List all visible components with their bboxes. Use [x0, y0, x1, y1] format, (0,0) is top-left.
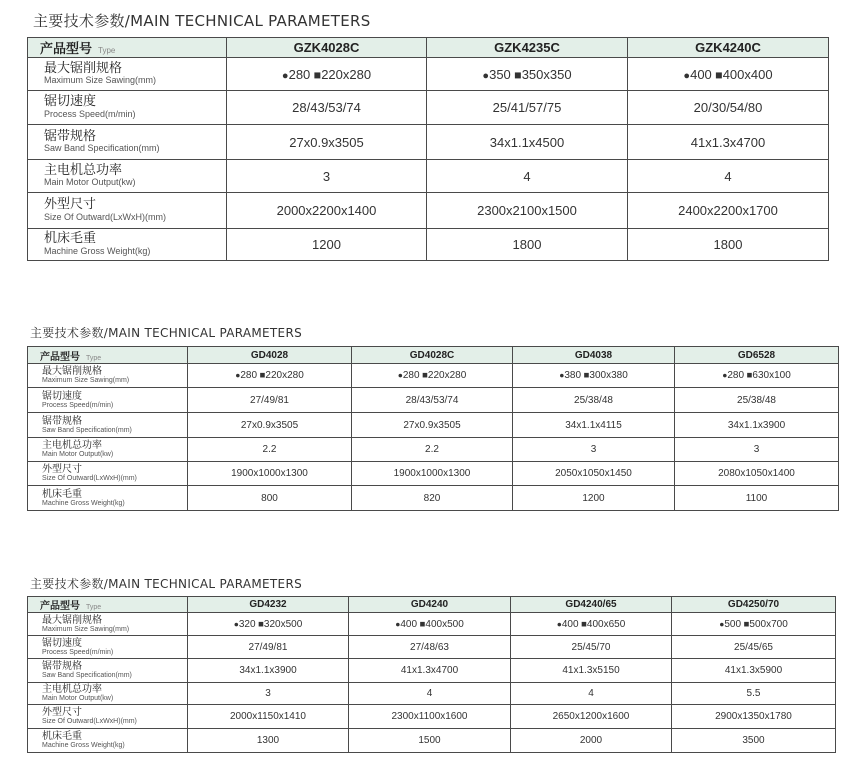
value-cell: 2000 — [511, 729, 672, 753]
round-bullet-icon: ● — [281, 69, 289, 82]
value-cell — [188, 364, 352, 388]
square-size: 400x400 — [722, 66, 773, 82]
square-size: 220x280 — [427, 370, 467, 381]
round-bullet-icon: ● — [556, 618, 562, 629]
round-bullet-icon: ● — [235, 370, 241, 380]
square-bullet-icon: ■ — [711, 67, 723, 82]
row-label-cn: 最大锯削规格 — [44, 60, 123, 76]
row-label-en: Maximum Size Sawing(mm) — [42, 377, 130, 385]
value-cell: 1800 — [427, 229, 628, 261]
row-label-en: Size Of Outward(LxWxH)(mm) — [42, 718, 137, 726]
value-cell: 34x1.1x3900 — [188, 659, 349, 683]
value-cell — [427, 58, 628, 91]
table-row — [28, 462, 839, 486]
row-label-en: Maximum Size Sawing(mm) — [42, 625, 130, 633]
value-cell: 41x1.3x4700 — [349, 659, 511, 683]
value-cell: 3 — [513, 438, 675, 462]
row-label — [28, 683, 188, 705]
value-cell: 34x1.1x3900 — [675, 413, 839, 438]
value-cell: 2650x1200x1600 — [511, 705, 672, 729]
square-bullet-icon: ■ — [578, 618, 587, 630]
value-cell: 41x1.3x4700 — [628, 125, 829, 160]
table-header-row — [28, 597, 836, 613]
value-cell: 41x1.3x5900 — [672, 659, 836, 683]
round-bullet-icon: ● — [482, 69, 490, 82]
row-label-cn: 主电机总功率 — [42, 684, 102, 696]
table-header-row — [28, 38, 829, 58]
model-header: GD4250/70 — [672, 597, 836, 613]
round-bullet-icon: ● — [395, 618, 401, 629]
row-label-en: Main Motor Output(kw) — [42, 695, 114, 703]
table-row — [28, 58, 829, 91]
table-row — [28, 364, 839, 388]
row-label — [28, 659, 188, 683]
value-cell: 5.5 — [672, 683, 836, 705]
value-cell: 1100 — [675, 486, 839, 511]
row-label — [28, 364, 188, 388]
value-cell: 4 — [628, 160, 829, 193]
square-bullet-icon: ■ — [741, 618, 750, 630]
row-label-cn: 锯切速度 — [44, 94, 97, 110]
value-cell: 25/38/48 — [675, 388, 839, 413]
value-cell — [675, 364, 839, 388]
value-cell: 27x0.9x3505 — [227, 125, 427, 160]
value-cell: 41x1.3x5150 — [511, 659, 672, 683]
model-header: GZK4240C — [628, 38, 829, 58]
type-header-cn: 产品型号 — [40, 601, 80, 612]
round-size: 350 — [489, 66, 511, 82]
value-cell: 2400x2200x1700 — [628, 193, 829, 229]
model-header: GD4240/65 — [511, 597, 672, 613]
square-size: 500x700 — [749, 618, 788, 630]
round-bullet-icon: ● — [722, 370, 728, 380]
type-header-cn: 产品型号 — [40, 41, 93, 56]
row-label — [28, 388, 188, 413]
row-label — [28, 125, 227, 160]
row-label-en: Saw Band Specification(mm) — [42, 426, 132, 434]
type-header-en: Type — [98, 46, 116, 55]
round-bullet-icon: ● — [397, 370, 403, 380]
row-label-en: Size Of Outward(LxWxH)(mm) — [42, 475, 137, 483]
table-row — [28, 160, 829, 193]
square-size: 400x500 — [425, 618, 464, 630]
row-label-en: Saw Band Specification(mm) — [42, 672, 132, 680]
table-row — [28, 91, 829, 125]
row-label — [28, 413, 188, 438]
table-row — [28, 229, 829, 261]
value-cell: 27x0.9x3505 — [352, 413, 513, 438]
value-cell — [188, 613, 349, 636]
round-size: 280 — [288, 66, 311, 82]
row-label — [28, 91, 227, 125]
round-size: 380 — [564, 370, 582, 381]
row-label-en: Maximum Size Sawing(mm) — [44, 75, 157, 86]
value-cell: 4 — [427, 160, 628, 193]
table-row — [28, 613, 836, 636]
row-label-cn: 机床毛重 — [42, 488, 82, 500]
row-label-cn: 锯切速度 — [42, 390, 82, 402]
table-row — [28, 729, 836, 753]
value-cell — [513, 364, 675, 388]
square-size: 350x350 — [521, 66, 572, 82]
value-cell — [628, 58, 829, 91]
row-label — [28, 613, 188, 636]
row-label-en: Process Speed(m/min) — [42, 648, 114, 656]
table-row — [28, 438, 839, 462]
square-size: 300x380 — [589, 370, 628, 381]
value-cell — [227, 58, 427, 91]
row-label — [28, 636, 188, 659]
round-bullet-icon: ● — [719, 618, 725, 629]
square-size: 400x650 — [586, 618, 626, 630]
value-cell: 2080x1050x1400 — [675, 462, 839, 486]
square-bullet-icon: ■ — [744, 370, 753, 381]
value-cell — [352, 364, 513, 388]
model-header: GZK4028C — [227, 38, 427, 58]
table-3-title: 主要技术参数/MAIN TECHNICAL PARAMETERS — [30, 577, 302, 591]
value-cell: 2000x2200x1400 — [227, 193, 427, 229]
value-cell: 27/49/81 — [188, 388, 352, 413]
spec-table-2 — [27, 346, 839, 511]
model-header: GD4232 — [188, 597, 349, 613]
value-cell: 1900x1000x1300 — [352, 462, 513, 486]
value-cell: 3 — [227, 160, 427, 193]
model-header: GZK4235C — [427, 38, 628, 58]
row-label — [28, 438, 188, 462]
type-header — [28, 347, 188, 364]
row-label — [28, 193, 227, 229]
value-cell: 4 — [511, 683, 672, 705]
type-header — [28, 38, 227, 58]
table-row — [28, 125, 829, 160]
square-size: 220x280 — [321, 66, 372, 82]
round-size: 280 — [402, 370, 420, 381]
value-cell: 1200 — [513, 486, 675, 511]
row-label — [28, 160, 227, 193]
row-label-en: Machine Gross Weight(kg) — [44, 245, 151, 256]
value-cell — [511, 613, 672, 636]
row-label-cn: 最大锯削规格 — [42, 614, 102, 626]
square-bullet-icon: ■ — [419, 370, 428, 381]
round-size: 280 — [240, 370, 258, 381]
table-row — [28, 193, 829, 229]
table-row — [28, 636, 836, 659]
type-header-en: Type — [86, 354, 102, 362]
row-label-en: Machine Gross Weight(kg) — [42, 742, 125, 750]
value-cell — [349, 613, 511, 636]
row-label-cn: 最大锯削规格 — [42, 366, 102, 378]
row-label — [28, 462, 188, 486]
value-cell: 25/38/48 — [513, 388, 675, 413]
row-label-cn: 主电机总功率 — [42, 440, 102, 452]
round-size: 400 — [561, 618, 579, 630]
table-2-title: 主要技术参数/MAIN TECHNICAL PARAMETERS — [30, 326, 302, 340]
row-label-cn: 锯带规格 — [42, 415, 82, 427]
value-cell: 820 — [352, 486, 513, 511]
row-label-cn: 外型尺寸 — [42, 707, 82, 719]
round-size: 400 — [690, 66, 712, 82]
square-size: 630x100 — [752, 370, 791, 381]
square-size: 220x280 — [265, 370, 304, 381]
model-header: GD6528 — [675, 347, 839, 364]
value-cell: 1200 — [227, 229, 427, 261]
row-label-cn: 机床毛重 — [42, 731, 82, 743]
model-header: GD4240 — [349, 597, 511, 613]
table-row — [28, 705, 836, 729]
square-size: 320x500 — [263, 618, 303, 630]
type-header — [28, 597, 188, 613]
value-cell: 1500 — [349, 729, 511, 753]
value-cell: 27/49/81 — [188, 636, 349, 659]
model-header: GD4038 — [513, 347, 675, 364]
row-label — [28, 229, 227, 261]
model-header: GD4028 — [188, 347, 352, 364]
row-label-en: Main Motor Output(kw) — [44, 177, 136, 188]
value-cell: 3 — [675, 438, 839, 462]
square-bullet-icon: ■ — [255, 618, 264, 630]
row-label-cn: 主电机总功率 — [44, 162, 123, 178]
round-size: 320 — [238, 618, 256, 630]
table-row — [28, 486, 839, 511]
table-row — [28, 683, 836, 705]
row-label-cn: 外型尺寸 — [44, 197, 97, 213]
row-label-cn: 锯带规格 — [42, 661, 82, 673]
value-cell: 2900x1350x1780 — [672, 705, 836, 729]
round-bullet-icon: ● — [233, 618, 239, 629]
table-1-title: 主要技术参数/MAIN TECHNICAL PARAMETERS — [33, 12, 371, 30]
spec-table-1 — [27, 37, 829, 261]
row-label-cn: 锯切速度 — [42, 637, 82, 649]
row-label-en: Process Speed(m/min) — [44, 108, 136, 119]
type-header-cn: 产品型号 — [40, 351, 80, 363]
value-cell: 4 — [349, 683, 511, 705]
value-cell: 1800 — [628, 229, 829, 261]
value-cell: 34x1.1x4115 — [513, 413, 675, 438]
value-cell: 2.2 — [352, 438, 513, 462]
square-bullet-icon: ■ — [510, 67, 522, 82]
value-cell: 25/45/70 — [511, 636, 672, 659]
row-label-cn: 锯带规格 — [44, 128, 97, 144]
row-label-en: Size Of Outward(LxWxH)(mm) — [44, 211, 167, 222]
value-cell: 3500 — [672, 729, 836, 753]
row-label-en: Machine Gross Weight(kg) — [42, 499, 125, 507]
value-cell — [672, 613, 836, 636]
spec-table-3 — [27, 596, 836, 753]
value-cell: 28/43/53/74 — [227, 91, 427, 125]
value-cell: 2300x1100x1600 — [349, 705, 511, 729]
value-cell: 2.2 — [188, 438, 352, 462]
round-size: 400 — [400, 618, 418, 630]
row-label-cn: 机床毛重 — [44, 231, 97, 247]
square-bullet-icon: ■ — [310, 67, 322, 82]
value-cell: 2000x1150x1410 — [188, 705, 349, 729]
value-cell: 34x1.1x4500 — [427, 125, 628, 160]
row-label-en: Main Motor Output(kw) — [42, 451, 114, 459]
value-cell: 2050x1050x1450 — [513, 462, 675, 486]
model-header: GD4028C — [352, 347, 513, 364]
row-label — [28, 705, 188, 729]
table-header-row — [28, 347, 839, 364]
round-bullet-icon: ● — [683, 69, 691, 82]
value-cell: 20/30/54/80 — [628, 91, 829, 125]
square-bullet-icon: ■ — [581, 370, 590, 381]
row-label-en: Saw Band Specification(mm) — [44, 143, 160, 154]
value-cell: 27/48/63 — [349, 636, 511, 659]
table-row — [28, 659, 836, 683]
row-label — [28, 58, 227, 91]
table-row — [28, 413, 839, 438]
value-cell: 1900x1000x1300 — [188, 462, 352, 486]
table-row — [28, 388, 839, 413]
value-cell: 3 — [188, 683, 349, 705]
square-bullet-icon: ■ — [417, 618, 426, 630]
value-cell: 1300 — [188, 729, 349, 753]
value-cell: 25/41/57/75 — [427, 91, 628, 125]
value-cell: 800 — [188, 486, 352, 511]
row-label — [28, 486, 188, 511]
value-cell: 2300x2100x1500 — [427, 193, 628, 229]
value-cell: 25/45/65 — [672, 636, 836, 659]
round-bullet-icon: ● — [559, 370, 565, 380]
round-size: 500 — [724, 618, 742, 630]
round-size: 280 — [727, 370, 745, 381]
square-bullet-icon: ■ — [257, 370, 266, 381]
row-label-cn: 外型尺寸 — [42, 464, 82, 476]
row-label — [28, 729, 188, 753]
type-header-en: Type — [86, 604, 102, 611]
value-cell: 27x0.9x3505 — [188, 413, 352, 438]
row-label-en: Process Speed(m/min) — [42, 401, 114, 409]
value-cell: 28/43/53/74 — [352, 388, 513, 413]
